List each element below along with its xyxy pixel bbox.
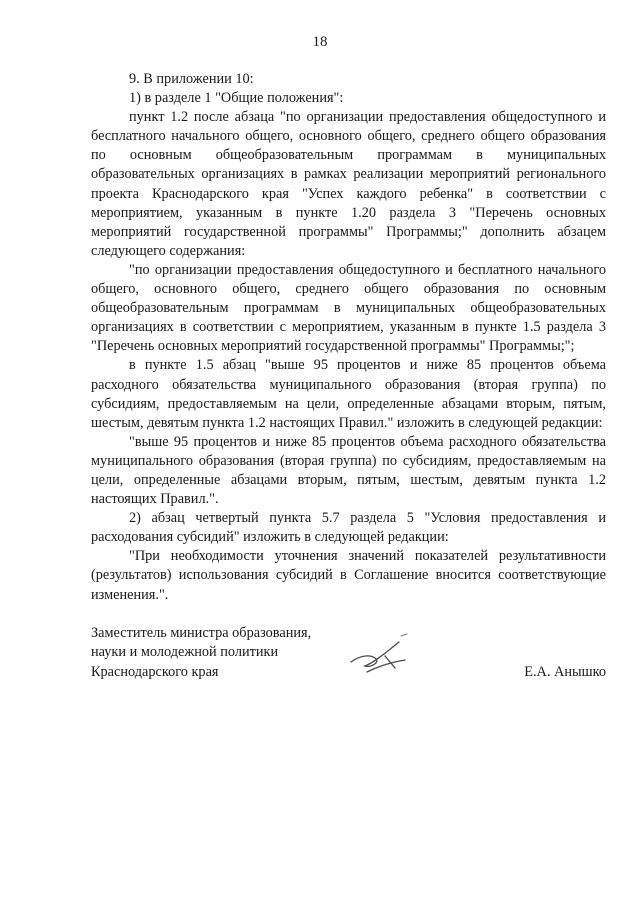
paragraph-item-9-heading: 9. В приложении 10: <box>129 71 254 87</box>
paragraph-subitem-2: 2) абзац четвертый пункта 5.7 раздела 5 "Условия предоставления и расходования субсидий" изложить в следующей редакции: <box>91 510 606 546</box>
paragraph-point-1-2: пункт 1.2 после абзаца "по организации предоставления общедоступного и бесплатного начального общего, основного общего, среднего общего образования по основным общеобразовательным программам в муниципальных образовательных организациях в рамках реализации мероприятий регионального проекта Краснодарского края "Успех каждого ребенка" в соответствии с мероприятием, указанным в пункте 1.20 раздела 3 "Перечень основных мероприятий государственной программы" Программы;" дополнить абзацем следующего содержания: <box>91 109 606 259</box>
paragraph-point-1-5: в пункте 1.5 абзац "выше 95 процентов и ниже 85 процентов объема расходного обязательства муниципального образования (вторая группа) по субсидиям, предоставляемым на цели, определенные абзацами вторым, пятым, шестым, девятым пункта 1.2 настоящих Правил." изложить в следующей редакции: <box>91 357 606 431</box>
signer-name: Е.А. Анышко <box>524 663 606 680</box>
signer-title: Заместитель министра образования, науки и молодежной политики Краснодарского края <box>91 625 312 680</box>
paragraph-subitem-1: 1) в разделе 1 "Общие положения": <box>129 90 344 107</box>
paragraph-quote-2: "выше 95 процентов и ниже 85 процентов объема расходного обязательства муниципального образования (вторая группа) по субсидиям, предоставляемым на цели, определенные абзацами вторым, пятым, шестым, девятым пункта 1.2 настоящих Правил.". <box>91 433 606 508</box>
page-number: 18 <box>312 34 328 50</box>
document-body <box>91 70 606 605</box>
handwritten-signature <box>345 632 415 682</box>
signature-block <box>91 624 606 682</box>
paragraph-quote-3: "При необходимости уточнения значений показателей результативности (результатов) использования субсидий в Соглашение вносится соответствующие изменения.". <box>91 548 606 603</box>
paragraph-quote-1: "по организации предоставления общедоступного и бесплатного начального общего, основного общего, среднего общего образования по основным общеобразовательным программам в муниципальных общеобразовательных организациях в соответствии с мероприятием, указанным в пункте 1.5 раздела 3 "Перечень основных мероприятий государственной программы" Программы;"; <box>91 261 606 355</box>
